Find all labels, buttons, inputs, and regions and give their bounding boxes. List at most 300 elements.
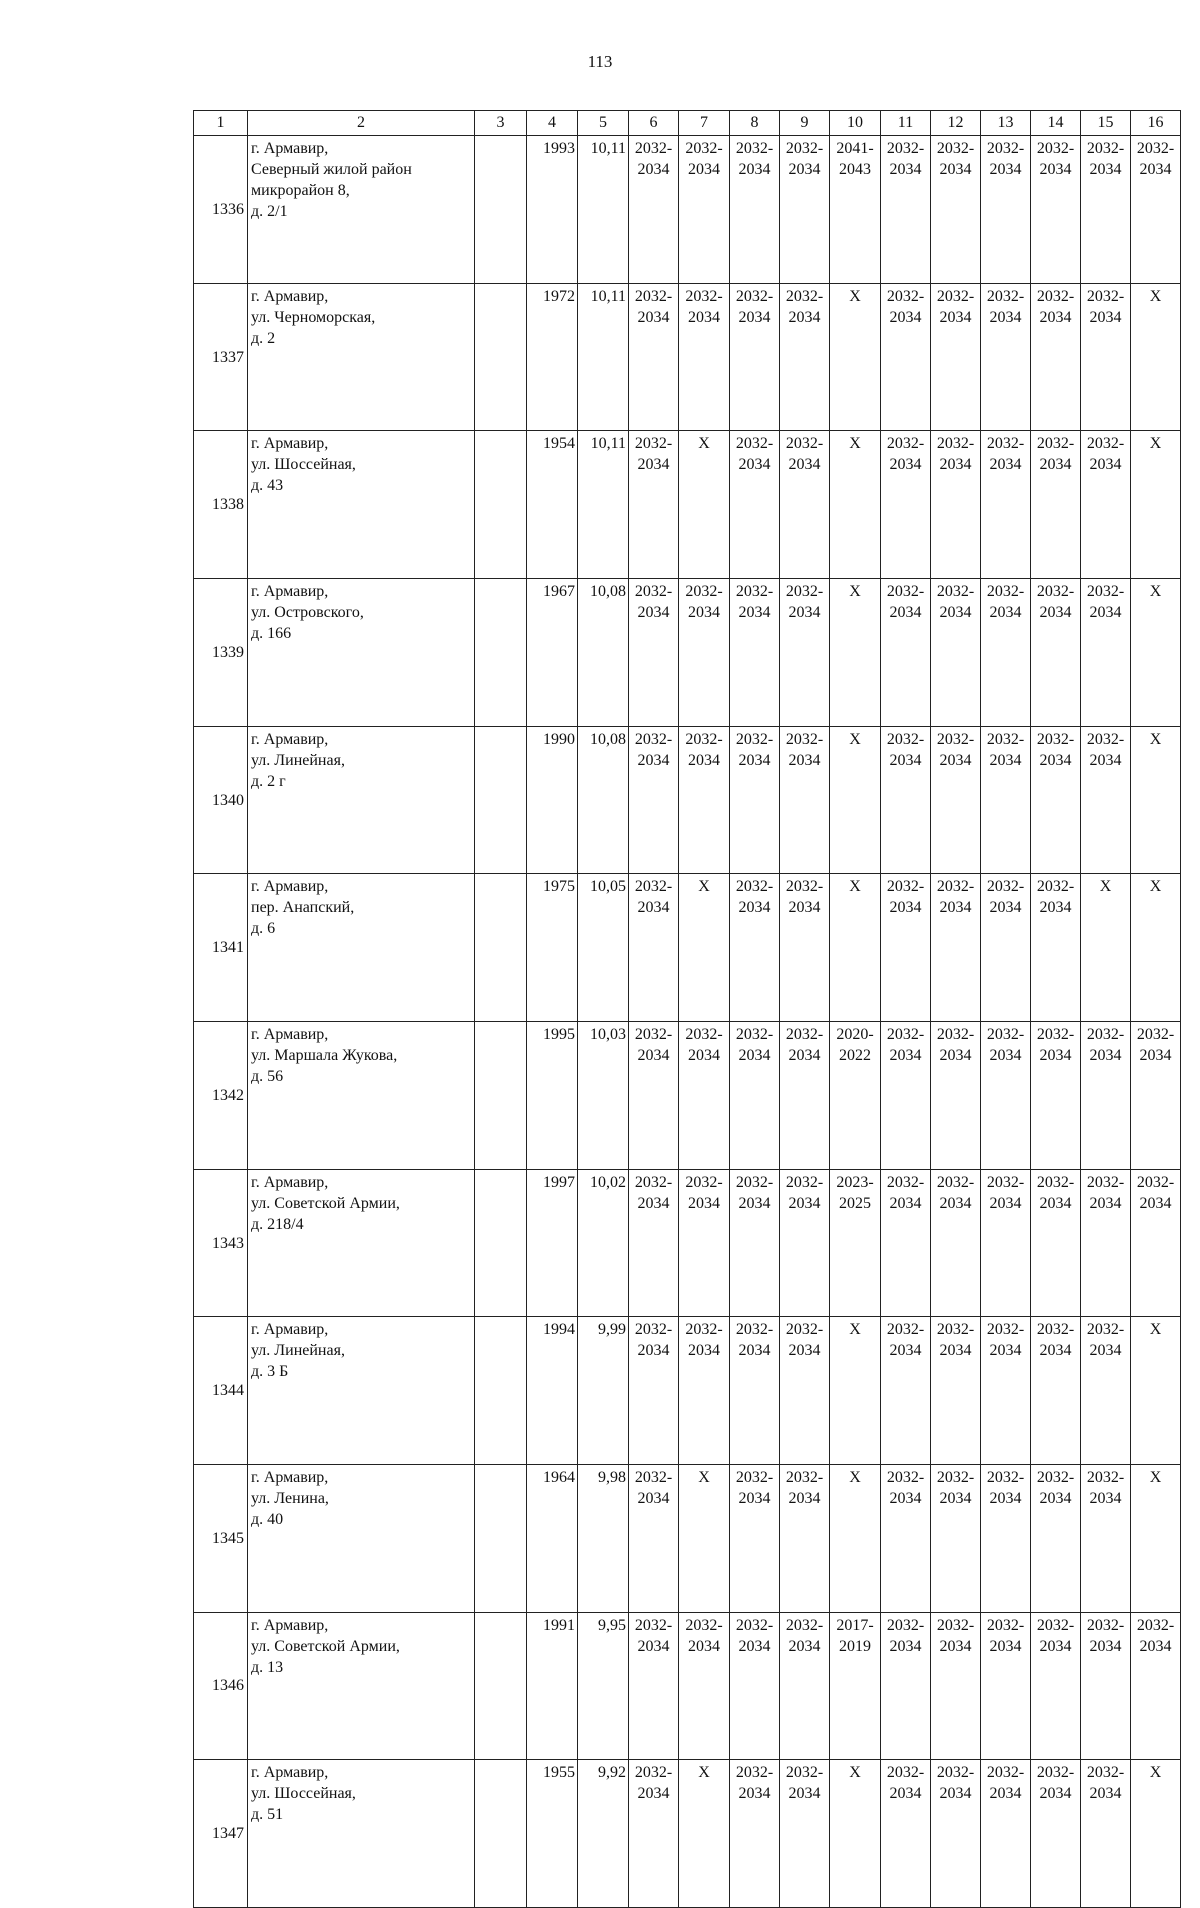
table-row: [194, 1022, 1181, 1170]
period-cell: [780, 874, 830, 1022]
period-start: 2032-: [685, 730, 723, 748]
period-end: 2034: [738, 604, 771, 622]
period-end: 2034: [688, 604, 720, 622]
period-cell: [830, 136, 881, 284]
address-line: ул. Советской Армии,: [251, 1194, 400, 1212]
period-cell: [1031, 874, 1081, 1022]
period-start: 2032-: [634, 140, 673, 158]
period-end: 2034: [1039, 1785, 1072, 1803]
period-cell: [730, 283, 780, 431]
address-line: ул. Черноморская,: [251, 308, 376, 326]
year-cell: 1997: [527, 1169, 578, 1317]
period-cell: [881, 1464, 931, 1612]
period-end: 2034: [688, 751, 720, 769]
period-end: 2034: [738, 1637, 771, 1655]
column-number-cell: 5: [578, 111, 629, 136]
column-number-cell: 16: [1131, 111, 1181, 136]
period-end: 2034: [989, 1637, 1022, 1655]
year-cell: 1994: [527, 1317, 578, 1465]
period-end: 2034: [738, 899, 771, 917]
not-applicable-cell: X: [830, 283, 881, 431]
not-applicable-cell: X: [1131, 726, 1181, 874]
period-cell: [881, 136, 931, 284]
period-start: 2032-: [735, 287, 774, 305]
address-cell: [248, 579, 475, 727]
period-start: 2032-: [1036, 730, 1075, 748]
period-start: 2032-: [936, 1468, 975, 1486]
period-start: 2032-: [1036, 1026, 1075, 1044]
period-start: 2032-: [735, 1026, 774, 1044]
period-start: 2023-: [836, 1173, 874, 1191]
period-cell: [981, 1317, 1031, 1465]
period-cell: [1081, 136, 1131, 284]
period-end: 2034: [738, 456, 771, 474]
period-end: 2034: [889, 1785, 922, 1803]
period-end: 2034: [1089, 1637, 1122, 1655]
not-applicable-cell: X: [830, 1317, 881, 1465]
period-end: 2034: [1089, 1489, 1122, 1507]
period-cell: [780, 136, 830, 284]
row-number-cell: 1345: [194, 1464, 248, 1612]
period-start: 2032-: [634, 1173, 673, 1191]
address-line: ул. Островского,: [251, 604, 364, 622]
column-number-cell: 11: [881, 111, 931, 136]
period-cell: [981, 726, 1031, 874]
period-cell: [981, 283, 1031, 431]
period-cell: [1081, 1022, 1131, 1170]
row-number-cell: 1339: [194, 579, 248, 727]
period-start: 2032-: [1086, 730, 1125, 748]
period-start: 2032-: [936, 1026, 975, 1044]
period-cell: [629, 1317, 679, 1465]
period-start: 2032-: [1036, 140, 1075, 158]
period-end: 2034: [889, 604, 922, 622]
period-start: 2032-: [886, 1321, 925, 1339]
address-line: г. Армавир,: [251, 1616, 329, 1634]
column-3-cell: [475, 283, 527, 431]
period-start: 2032-: [634, 1468, 673, 1486]
address-line: д. 40: [251, 1510, 284, 1528]
not-applicable-cell: X: [1131, 1760, 1181, 1908]
period-cell: [629, 431, 679, 579]
period-cell: [1031, 1022, 1081, 1170]
table-row: [194, 136, 1181, 284]
period-cell: [780, 1464, 830, 1612]
period-cell: [780, 1169, 830, 1317]
period-start: 2032-: [1086, 435, 1125, 453]
period-cell: [881, 1760, 931, 1908]
period-end: 2034: [1089, 604, 1122, 622]
period-start: 2041-: [836, 140, 874, 158]
period-start: 2032-: [1036, 287, 1075, 305]
row-number-cell: 1342: [194, 1022, 248, 1170]
period-cell: [629, 726, 679, 874]
period-end: 2034: [788, 1489, 821, 1507]
period-end: 2034: [1089, 1342, 1122, 1360]
period-cell: [679, 136, 730, 284]
period-start: 2032-: [1086, 287, 1125, 305]
period-cell: [881, 1612, 931, 1760]
period-cell: [679, 726, 730, 874]
period-start: 2032-: [1086, 1764, 1125, 1782]
period-start: 2032-: [634, 583, 673, 601]
address-line: г. Армавир,: [251, 140, 329, 158]
address-line: д. 3 Б: [251, 1363, 289, 1381]
address-cell: [248, 1169, 475, 1317]
period-start: 2020-: [836, 1026, 874, 1044]
period-start: 2032-: [634, 1321, 673, 1339]
period-start: 2032-: [936, 435, 975, 453]
period-start: 2032-: [735, 730, 774, 748]
table-row: [194, 874, 1181, 1022]
period-start: 2032-: [634, 1026, 673, 1044]
address-line: д. 56: [251, 1068, 284, 1086]
page-number: 113: [587, 52, 613, 71]
period-start: 2032-: [986, 435, 1025, 453]
period-cell: [730, 1612, 780, 1760]
value-cell: 10,02: [578, 1169, 629, 1317]
period-cell: [981, 579, 1031, 727]
period-start: 2032-: [886, 1616, 925, 1634]
period-cell: [881, 579, 931, 727]
period-end: 2034: [1039, 1342, 1072, 1360]
column-3-cell: [475, 1464, 527, 1612]
address-cell: [248, 136, 475, 284]
address-line: д. 218/4: [251, 1215, 304, 1233]
column-3-cell: [475, 431, 527, 579]
period-cell: [1131, 1022, 1181, 1170]
value-cell: 10,11: [578, 431, 629, 579]
period-end: 2034: [989, 1047, 1022, 1065]
period-cell: [1081, 579, 1131, 727]
column-3-cell: [475, 1169, 527, 1317]
column-3-cell: [475, 136, 527, 284]
period-cell: [881, 1169, 931, 1317]
period-end: 2034: [1139, 161, 1172, 179]
column-number-cell: 9: [780, 111, 830, 136]
period-start: 2032-: [986, 1026, 1025, 1044]
year-cell: 1955: [527, 1760, 578, 1908]
period-cell: [1031, 579, 1081, 727]
period-end: 2043: [839, 161, 871, 179]
period-start: 2032-: [735, 435, 774, 453]
address-line: д. 13: [251, 1658, 284, 1676]
column-number-cell: 15: [1081, 111, 1131, 136]
not-applicable-cell: X: [1131, 579, 1181, 727]
period-end: 2034: [688, 1342, 720, 1360]
period-end: 2034: [788, 1785, 821, 1803]
period-start: 2032-: [986, 287, 1025, 305]
period-end: 2034: [1139, 1637, 1172, 1655]
table-row: [194, 1317, 1181, 1465]
period-end: 2034: [889, 1342, 922, 1360]
period-end: 2034: [1089, 1047, 1122, 1065]
address-cell: [248, 1612, 475, 1760]
period-cell: [981, 1169, 1031, 1317]
row-number-cell: 1337: [194, 283, 248, 431]
period-end: 2034: [637, 1194, 670, 1212]
period-start: 2032-: [936, 287, 975, 305]
period-end: 2034: [637, 308, 670, 326]
not-applicable-cell: X: [679, 431, 730, 579]
period-end: 2034: [738, 1047, 771, 1065]
period-start: 2032-: [886, 435, 925, 453]
period-end: 2034: [989, 899, 1022, 917]
not-applicable-cell: X: [830, 1760, 881, 1908]
period-cell: [679, 579, 730, 727]
not-applicable-cell: X: [830, 726, 881, 874]
year-cell: 1954: [527, 431, 578, 579]
value-cell: 9,99: [578, 1317, 629, 1465]
period-cell: [931, 874, 981, 1022]
address-line: г. Армавир,: [251, 1321, 329, 1339]
period-end: 2034: [637, 1047, 670, 1065]
period-end: 2034: [788, 751, 821, 769]
period-end: 2034: [637, 604, 670, 622]
period-start: 2032-: [986, 1173, 1025, 1191]
period-end: 2034: [637, 751, 670, 769]
period-start: 2032-: [735, 1173, 774, 1191]
period-start: 2032-: [785, 435, 824, 453]
column-number-cell: 12: [931, 111, 981, 136]
period-start: 2032-: [886, 287, 925, 305]
period-end: 2034: [989, 161, 1022, 179]
column-number-cell: 8: [730, 111, 780, 136]
period-cell: [931, 1612, 981, 1760]
period-cell: [931, 726, 981, 874]
address-line: г. Армавир,: [251, 287, 329, 305]
year-cell: 1993: [527, 136, 578, 284]
period-start: 2032-: [886, 140, 925, 158]
period-start: 2032-: [1036, 1616, 1075, 1634]
period-start: 2032-: [785, 1026, 824, 1044]
period-end: 2034: [788, 1047, 821, 1065]
period-cell: [730, 579, 780, 727]
year-cell: 1972: [527, 283, 578, 431]
column-number-cell: 10: [830, 111, 881, 136]
column-number-cell: 4: [527, 111, 578, 136]
period-cell: [629, 1760, 679, 1908]
column-number-cell: 1: [194, 111, 248, 136]
column-number-cell: 6: [629, 111, 679, 136]
period-end: 2034: [939, 1047, 972, 1065]
period-start: 2032-: [1086, 1026, 1125, 1044]
period-cell: [1031, 431, 1081, 579]
period-start: 2032-: [634, 287, 673, 305]
period-start: 2032-: [986, 1616, 1025, 1634]
address-line: д. 2: [251, 329, 276, 347]
period-start: 2032-: [1036, 435, 1075, 453]
value-cell: 9,92: [578, 1760, 629, 1908]
column-number-row: [194, 111, 1181, 136]
period-start: 2032-: [936, 1616, 975, 1634]
period-end: 2034: [637, 1637, 670, 1655]
period-start: 2032-: [886, 1764, 925, 1782]
period-cell: [679, 1317, 730, 1465]
period-start: 2032-: [634, 730, 673, 748]
period-start: 2032-: [735, 1321, 774, 1339]
period-start: 2032-: [685, 1173, 723, 1191]
period-start: 2032-: [1036, 1468, 1075, 1486]
period-start: 2032-: [1036, 1321, 1075, 1339]
period-cell: [780, 431, 830, 579]
period-end: 2034: [1089, 456, 1122, 474]
period-cell: [881, 431, 931, 579]
period-start: 2032-: [785, 1173, 824, 1191]
period-end: 2034: [1139, 1194, 1172, 1212]
year-cell: 1991: [527, 1612, 578, 1760]
period-end: 2034: [1039, 1047, 1072, 1065]
column-number-cell: 14: [1031, 111, 1081, 136]
period-end: 2034: [939, 604, 972, 622]
period-cell: [1031, 283, 1081, 431]
period-start: 2032-: [735, 140, 774, 158]
period-end: 2034: [1039, 308, 1072, 326]
period-end: 2034: [1139, 1047, 1172, 1065]
address-line: д. 51: [251, 1806, 284, 1824]
period-start: 2032-: [986, 1764, 1025, 1782]
period-end: 2034: [1089, 1194, 1122, 1212]
address-line: г. Армавир,: [251, 1173, 329, 1191]
period-end: 2034: [939, 1194, 972, 1212]
period-cell: [730, 1464, 780, 1612]
period-cell: [830, 1169, 881, 1317]
period-cell: [679, 1169, 730, 1317]
period-end: 2034: [738, 161, 771, 179]
address-line: ул. Советской Армии,: [251, 1637, 400, 1655]
period-cell: [981, 1760, 1031, 1908]
period-start: 2032-: [785, 287, 824, 305]
not-applicable-cell: X: [1131, 1464, 1181, 1612]
period-start: 2032-: [936, 878, 975, 896]
period-cell: [931, 579, 981, 727]
not-applicable-cell: X: [830, 579, 881, 727]
period-start: 2032-: [886, 1173, 925, 1191]
period-end: 2034: [637, 456, 670, 474]
period-end: 2034: [788, 308, 821, 326]
period-cell: [881, 726, 931, 874]
period-start: 2032-: [685, 287, 723, 305]
address-line: г. Армавир,: [251, 730, 329, 748]
period-cell: [780, 726, 830, 874]
period-start: 2032-: [986, 1321, 1025, 1339]
not-applicable-cell: X: [679, 1464, 730, 1612]
period-start: 2032-: [1086, 1468, 1125, 1486]
address-line: Северный жилой район: [251, 161, 412, 179]
period-cell: [730, 1022, 780, 1170]
row-number-cell: 1344: [194, 1317, 248, 1465]
period-end: 2034: [889, 751, 922, 769]
period-cell: [981, 1612, 1031, 1760]
not-applicable-cell: X: [679, 874, 730, 1022]
column-3-cell: [475, 1612, 527, 1760]
period-end: 2034: [889, 456, 922, 474]
period-start: 2032-: [785, 583, 824, 601]
period-start: 2032-: [1136, 140, 1175, 158]
period-end: 2034: [1089, 1785, 1122, 1803]
period-end: 2034: [939, 456, 972, 474]
address-line: г. Армавир,: [251, 878, 329, 896]
period-end: 2034: [989, 604, 1022, 622]
period-cell: [1081, 726, 1131, 874]
period-start: 2032-: [785, 1468, 824, 1486]
year-cell: 1967: [527, 579, 578, 727]
value-cell: 10,03: [578, 1022, 629, 1170]
period-cell: [730, 136, 780, 284]
period-end: 2034: [889, 1489, 922, 1507]
period-end: 2034: [1089, 751, 1122, 769]
period-start: 2032-: [785, 1321, 824, 1339]
period-start: 2017-: [836, 1616, 874, 1634]
period-end: 2034: [637, 1489, 670, 1507]
year-cell: 1995: [527, 1022, 578, 1170]
period-cell: [931, 431, 981, 579]
table-row: [194, 1169, 1181, 1317]
period-cell: [780, 1612, 830, 1760]
not-applicable-cell: X: [1081, 874, 1131, 1022]
period-cell: [629, 1169, 679, 1317]
period-start: 2032-: [1136, 1173, 1175, 1191]
period-cell: [629, 283, 679, 431]
period-end: 2034: [688, 1194, 720, 1212]
period-cell: [1081, 1760, 1131, 1908]
address-line: микрорайон 8,: [251, 182, 350, 200]
period-end: 2034: [1039, 1637, 1072, 1655]
column-3-cell: [475, 726, 527, 874]
table-row: [194, 283, 1181, 431]
period-end: 2034: [1039, 1489, 1072, 1507]
table-row: [194, 726, 1181, 874]
period-cell: [1081, 1169, 1131, 1317]
value-cell: 10,05: [578, 874, 629, 1022]
period-end: 2034: [939, 1637, 972, 1655]
period-cell: [931, 1169, 981, 1317]
address-line: д. 2/1: [251, 203, 288, 221]
not-applicable-cell: X: [830, 874, 881, 1022]
period-end: 2034: [738, 1785, 771, 1803]
period-cell: [1031, 1317, 1081, 1465]
address-line: ул. Шоссейная,: [251, 456, 356, 474]
row-number-cell: 1336: [194, 136, 248, 284]
period-cell: [1081, 1612, 1131, 1760]
address-line: г. Армавир,: [251, 1468, 329, 1486]
period-end: 2034: [738, 751, 771, 769]
period-cell: [981, 136, 1031, 284]
period-start: 2032-: [735, 1764, 774, 1782]
address-cell: [248, 726, 475, 874]
period-start: 2032-: [1086, 140, 1125, 158]
table-row: [194, 1464, 1181, 1612]
column-number-cell: 3: [475, 111, 527, 136]
period-end: 2034: [889, 308, 922, 326]
value-cell: 10,08: [578, 726, 629, 874]
period-cell: [780, 1317, 830, 1465]
period-end: 2034: [939, 1489, 972, 1507]
period-end: 2034: [788, 161, 821, 179]
table-row: [194, 579, 1181, 727]
period-cell: [679, 1612, 730, 1760]
period-cell: [830, 1022, 881, 1170]
period-start: 2032-: [1086, 1616, 1125, 1634]
period-start: 2032-: [685, 583, 723, 601]
period-cell: [931, 283, 981, 431]
period-start: 2032-: [785, 730, 824, 748]
period-start: 2032-: [986, 140, 1025, 158]
period-start: 2032-: [785, 878, 824, 896]
period-cell: [881, 1022, 931, 1170]
period-end: 2034: [688, 1637, 720, 1655]
value-cell: 9,98: [578, 1464, 629, 1612]
